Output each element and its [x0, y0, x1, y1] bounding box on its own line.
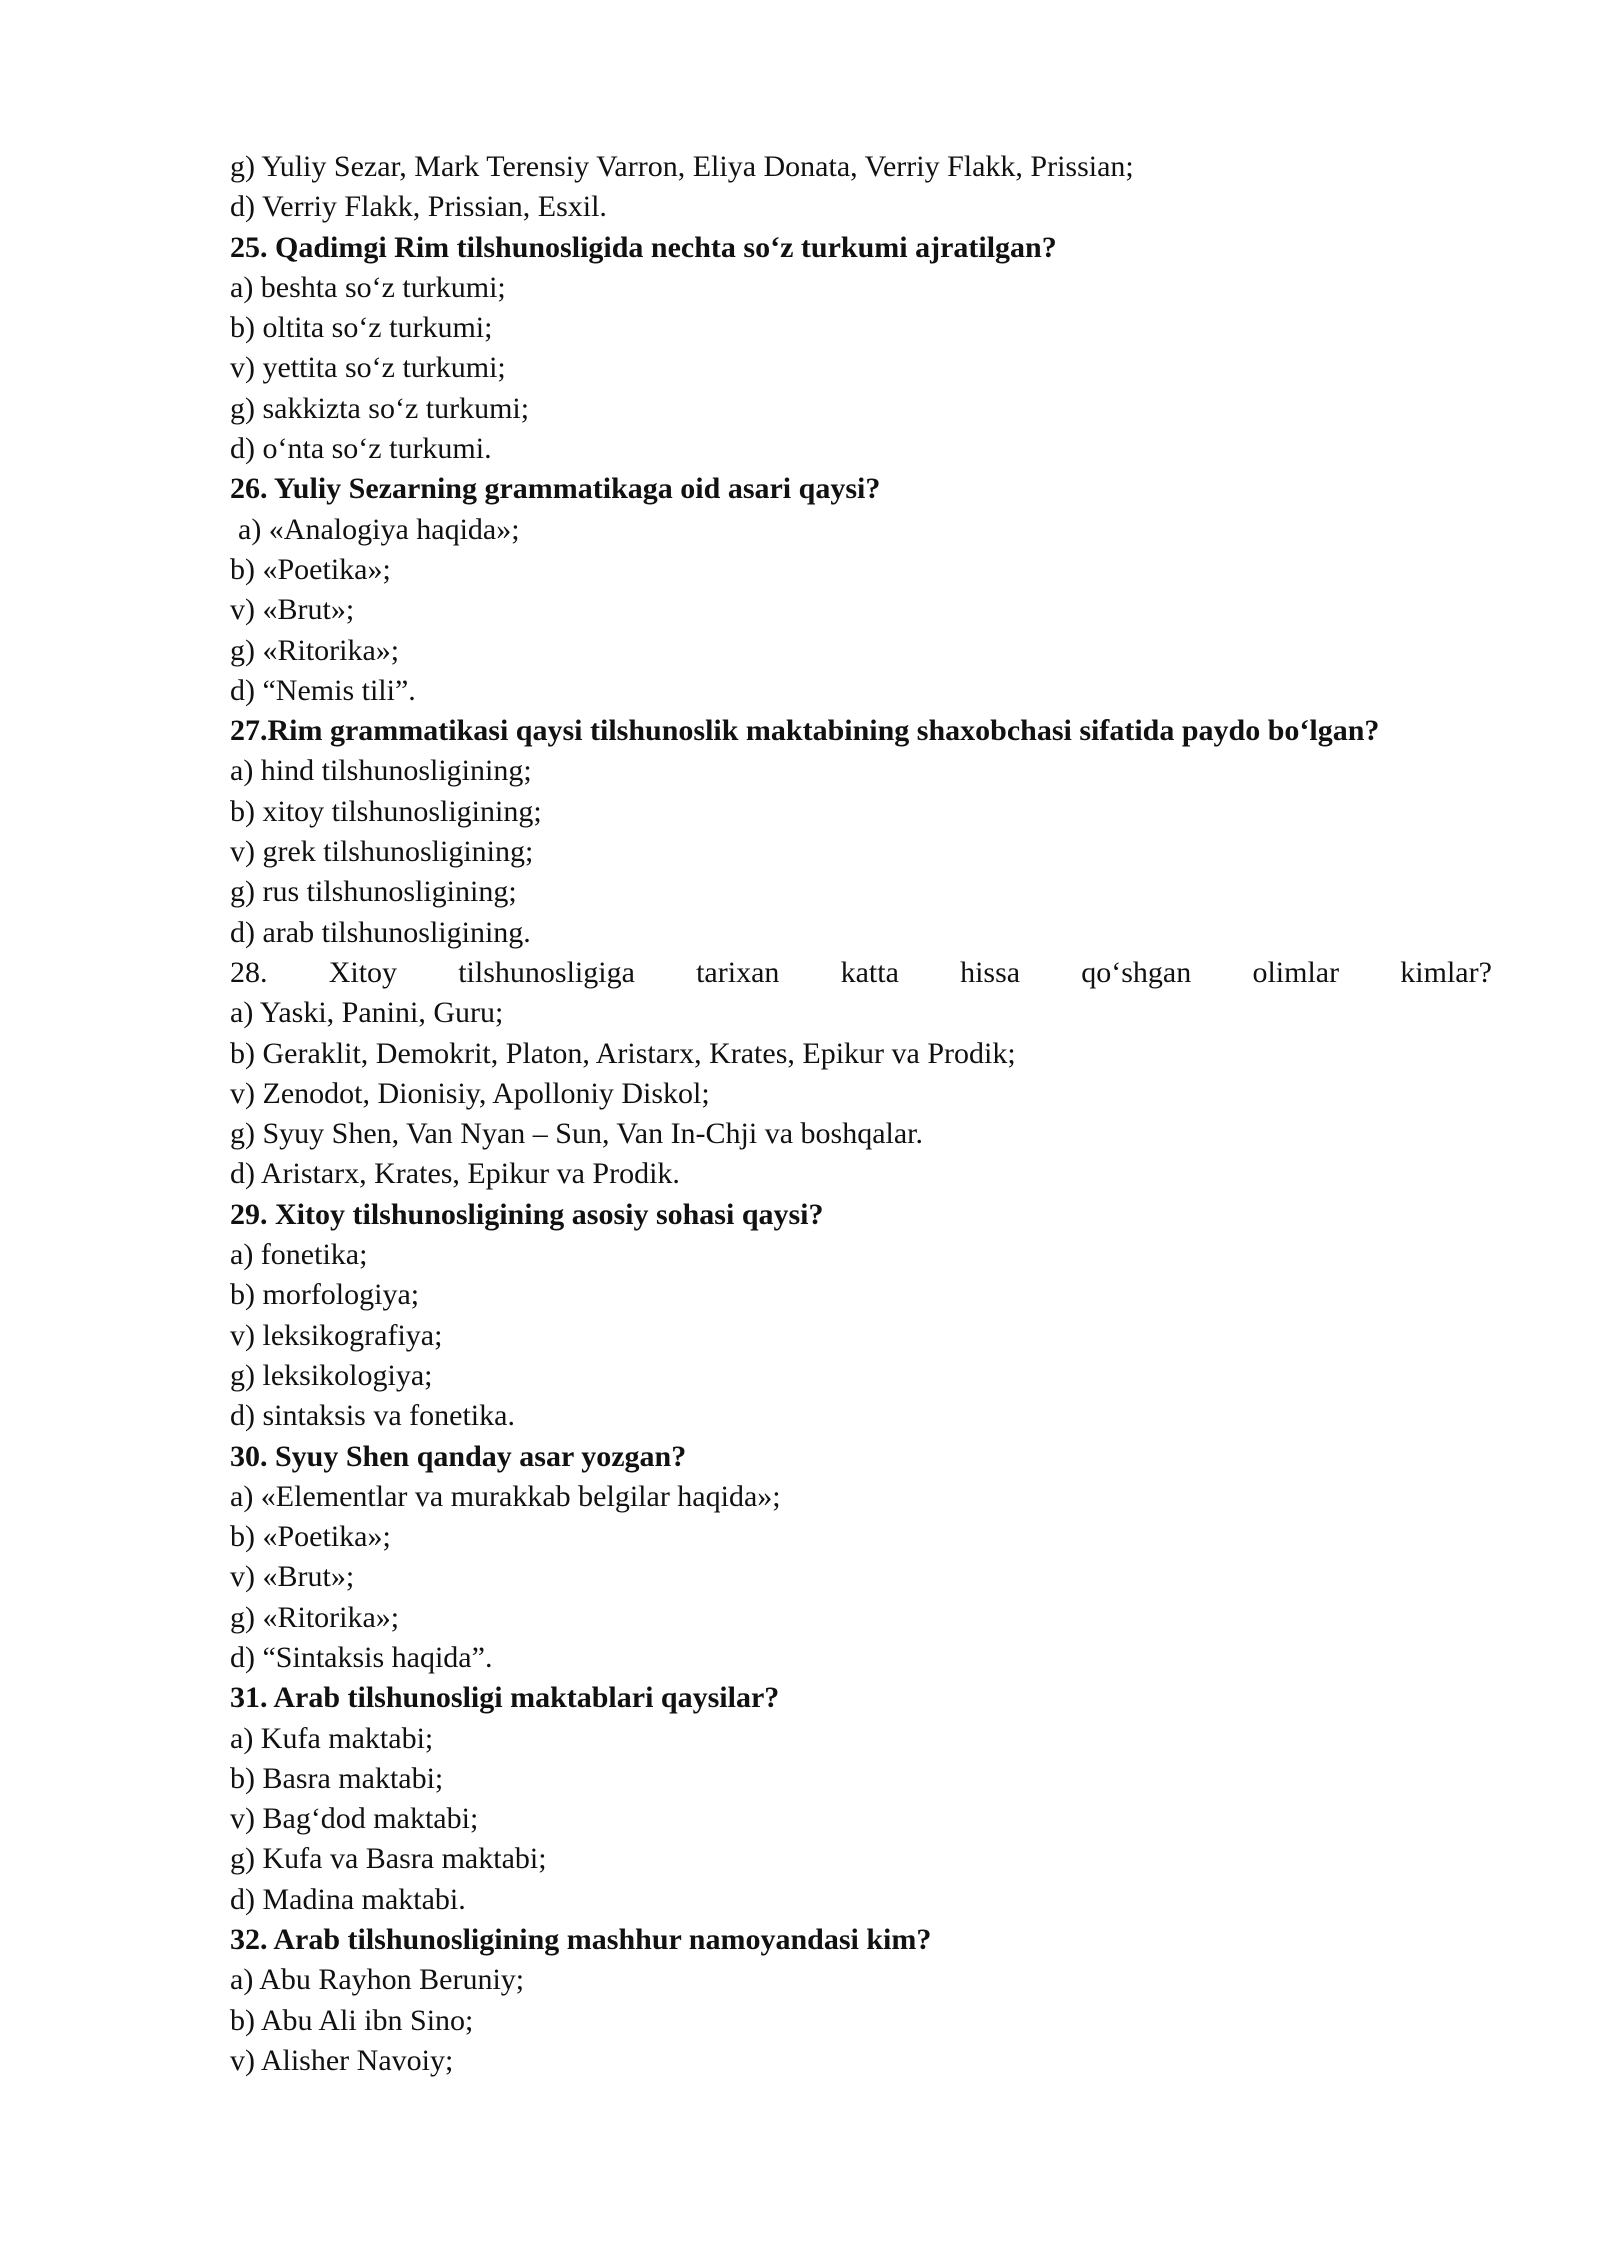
answer-option: d) sintaksis va fonetika. [230, 1399, 515, 1433]
answer-option: a) hind tilshunosligining; [230, 754, 532, 788]
answer-option: b) Geraklit, Demokrit, Platon, Aristarx, Krates, Epikur va Prodik; [230, 1036, 1016, 1070]
answer-option: d) Aristarx, Krates, Epikur va Prodik. [230, 1157, 680, 1191]
answer-option: a) «Elementlar va murakkab belgilar haqida»; [230, 1479, 781, 1513]
answer-option: v) Zenodot, Dionisiy, Apolloniy Diskol; [230, 1076, 710, 1110]
answer-option: g) Yuliy Sezar, Mark Terensiy Varron, Eliya Donata, Verriy Flakk, Prissian; [230, 150, 1134, 183]
answer-option: a) Yaski, Panini, Guru; [230, 996, 504, 1030]
question-32: 32. Arab tilshunosligining mashhur namoyandasi kim? [230, 1923, 932, 1957]
answer-option: b) Basra maktabi; [230, 1761, 444, 1795]
question-word: kimlar? [1400, 955, 1492, 989]
answer-option: a) Kufa maktabi; [230, 1721, 434, 1755]
question-28 [230, 953, 1492, 993]
question-word: tilshunosligiga [458, 955, 635, 989]
answer-option: g) «Ritorika»; [230, 633, 400, 667]
document-page [230, 147, 1492, 2081]
answer-option: v) leksikografiya; [230, 1318, 443, 1352]
answer-option: a) Abu Rayhon Beruniy; [230, 1963, 525, 1997]
answer-option: a) «Analogiya haqida»; [238, 512, 520, 546]
answer-option: d) “Sintaksis haqida”. [230, 1640, 493, 1674]
question-29: 29. Xitoy tilshunosligining asosiy sohasi qaysi? [230, 1197, 824, 1231]
question-word: katta [840, 955, 899, 989]
question-word: Xitoy [328, 955, 398, 989]
answer-option: b) xitoy tilshunosligining; [230, 794, 542, 828]
answer-option: g) sakkizta so‘z turkumi; [230, 391, 530, 425]
question-word: 28. [230, 955, 268, 989]
question-word: tarixan [696, 955, 780, 989]
answer-option: g) rus tilshunosligining; [230, 875, 517, 909]
question-25: 25. Qadimgi Rim tilshunosligida nechta so‘z turkumi ajratilgan? [230, 230, 1057, 264]
answer-option: a) fonetika; [230, 1238, 368, 1272]
answer-option: v) Bag‘dod maktabi; [230, 1802, 479, 1836]
answer-option: a) beshta so‘z turkumi; [230, 270, 506, 304]
answer-option: v) yettita so‘z turkumi; [230, 351, 506, 385]
answer-option: d) “Nemis tili”. [230, 673, 416, 707]
answer-option: v) «Brut»; [230, 1560, 355, 1594]
answer-option: d) Madina maktabi. [230, 1882, 466, 1916]
answer-option: v) Alisher Navoiy; [230, 2043, 454, 2077]
question-word: hissa [960, 955, 1021, 989]
question-31: 31. Arab tilshunosligi maktablari qaysilar? [230, 1681, 780, 1715]
answer-option: d) arab tilshunosligining. [230, 915, 531, 949]
answer-option: g) «Ritorika»; [230, 1600, 400, 1634]
answer-option: d) Verriy Flakk, Prissian, Esxil. [230, 190, 607, 224]
answer-option: b) «Poetika»; [230, 1520, 391, 1554]
answer-option: g) Kufa va Basra maktabi; [230, 1842, 547, 1876]
answer-option: v) grek tilshunosligining; [230, 835, 534, 869]
answer-option: g) Syuy Shen, Van Nyan – Sun, Van In-Chji va boshqalar. [230, 1117, 924, 1151]
answer-option: b) «Poetika»; [230, 552, 391, 586]
question-26: 26. Yuliy Sezarning grammatikaga oid asari qaysi? [230, 472, 881, 506]
answer-option: g) leksikologiya; [230, 1358, 433, 1392]
question-30: 30. Syuy Shen qanday asar yozgan? [230, 1439, 687, 1473]
question-27: 27.Rim grammatikasi qaysi tilshunoslik maktabining shaxobchasi sifatida paydo bo‘lgan? [230, 714, 1380, 748]
answer-option: v) «Brut»; [230, 593, 355, 627]
question-word: olimlar [1252, 955, 1340, 989]
answer-option: b) morfologiya; [230, 1278, 420, 1312]
answer-option: b) Abu Ali ibn Sino; [230, 2003, 474, 2037]
answer-option: d) o‘nta so‘z turkumi. [230, 432, 492, 466]
question-word: qo‘shgan [1081, 955, 1192, 989]
answer-option: b) oltita so‘z turkumi; [230, 311, 493, 345]
